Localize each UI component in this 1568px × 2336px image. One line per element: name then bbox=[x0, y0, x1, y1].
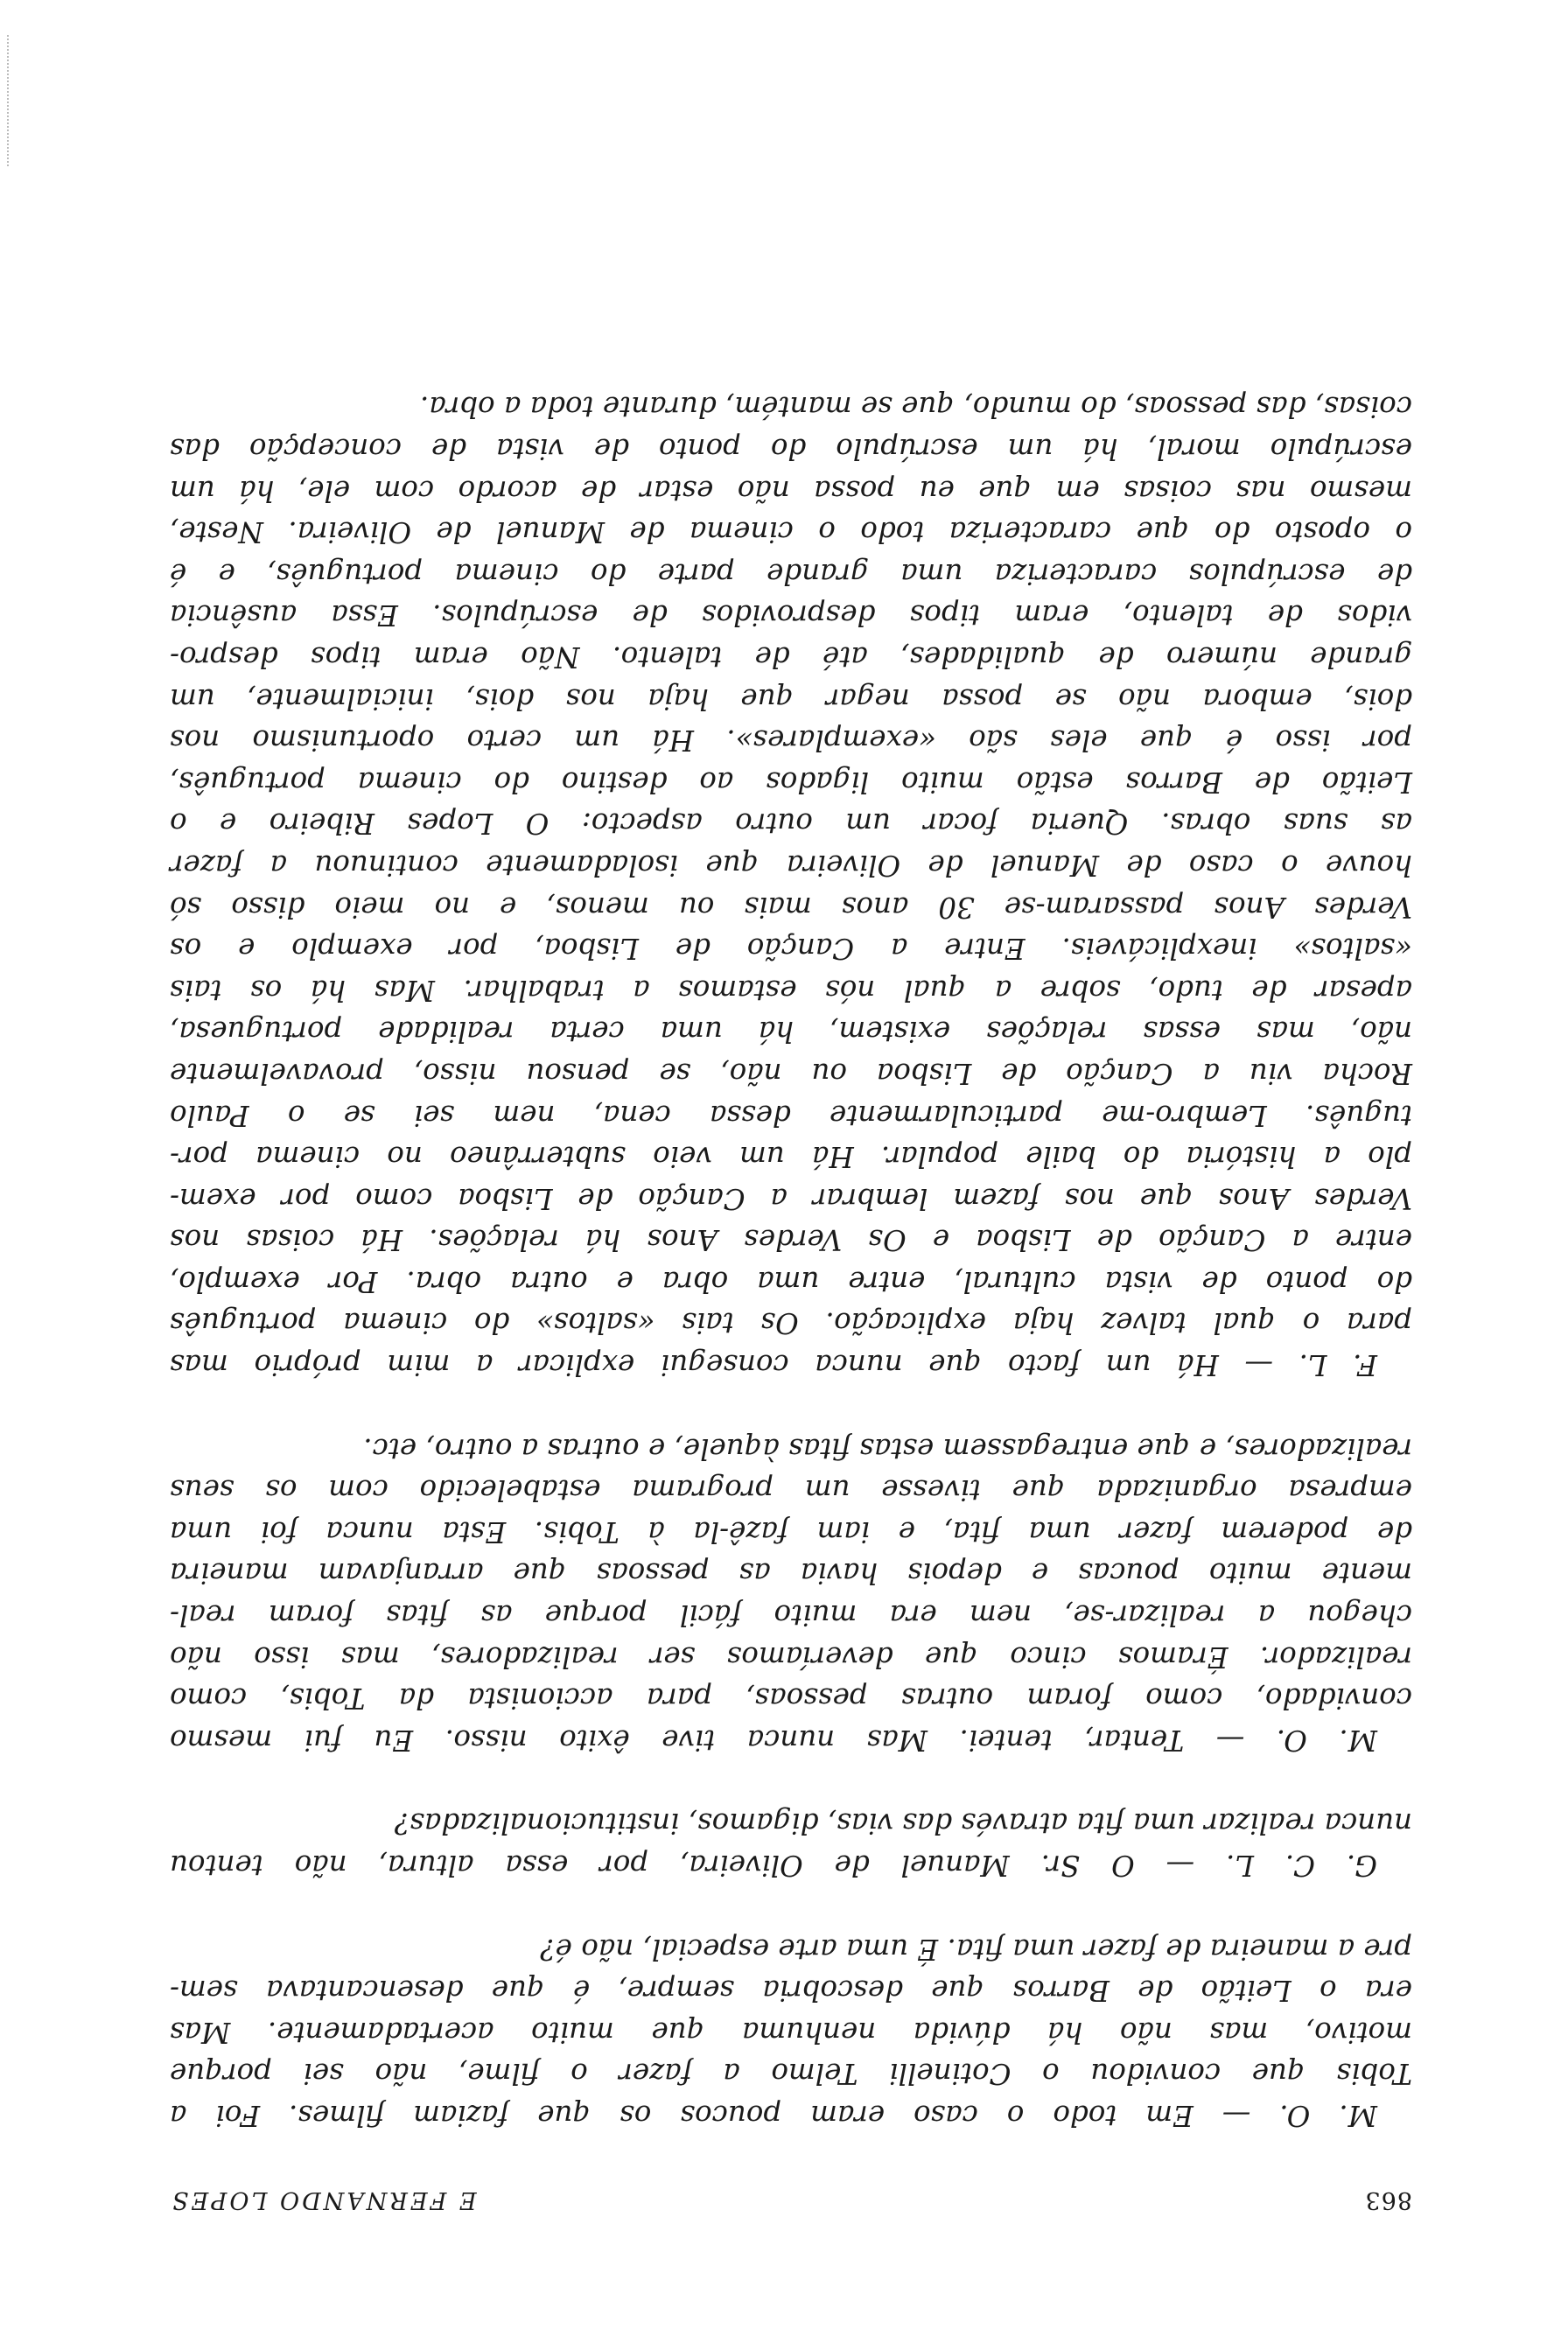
text-line: realizador. Éramos cinco que deveríamos ser realizadores, mas isso não bbox=[170, 1640, 1412, 1674]
body-text bbox=[170, 386, 1412, 2136]
text-line: as suas obras. Queria focar um outro aspecto: O Lopes Ribeiro e o bbox=[170, 807, 1412, 841]
text-line: de poderem fazer uma fita, e iam fazê-la à Tobis. Esta nunca foi uma bbox=[170, 1514, 1412, 1549]
text-line: mesmo nas coisas em que eu possa não estar de acordo com ele, há um bbox=[170, 473, 1412, 507]
text-line: o oposto do que caracteriza todo o cinema de Manuel de Oliveira. Neste, bbox=[170, 515, 1412, 549]
text-line: do ponto de vista cultural, entre uma obra e outra obra. Por exemplo, bbox=[170, 1264, 1412, 1298]
text-line: por isso é que eles são «exemplares». Há um certo oportunismo nos bbox=[170, 724, 1412, 758]
text-line: F. L. — Há um facto que nunca consegui explicar a mim próprio mas bbox=[170, 1348, 1377, 1382]
text-line: nunca realizar uma fita através das vias, digamos, institucionalizadas? bbox=[394, 1807, 1412, 1841]
paragraph-p4 bbox=[170, 386, 1412, 1385]
text-line: convidado, como foram outras pessoas, para accionista da Tobis, como bbox=[170, 1682, 1412, 1716]
paragraph-p3 bbox=[170, 1427, 1412, 1760]
text-line: entre a Canção de Lisboa e Os Verdes Anos há relações. Há coisas nos bbox=[170, 1223, 1412, 1257]
text-line: não, mas essas relações existem, há uma certa realidade portuguesa, bbox=[170, 1015, 1412, 1049]
running-head bbox=[170, 2186, 1412, 2214]
text-line: M. O. — Tentar, tentei. Mas nunca tive êxito nisso. Eu fui mesmo bbox=[170, 1723, 1377, 1757]
paragraph-p2 bbox=[170, 1802, 1412, 1885]
text-line: Verdes Anos que nos fazem lembrar a Canção de Lisboa como por exem- bbox=[170, 1181, 1412, 1215]
text-line: tuguês. Lembro-me particularmente dessa cena, nem sei se o Paulo bbox=[170, 1098, 1412, 1132]
text-line: houve o caso de Manuel de Oliveira que isoladamente continuou a fazer bbox=[170, 848, 1412, 882]
text-line: pre a maneira de fazer uma fita. É uma arte especial, não é? bbox=[540, 1932, 1412, 1966]
text-line: Verdes Anos passaram-se 30 anos mais ou menos, e no meio disso só bbox=[170, 890, 1412, 924]
text-line: era o Leitão de Barros que descobria sempre, é que desencantava sem- bbox=[170, 1974, 1412, 2008]
text-line: grande número de qualidades, até de talento. Não eram tipos despro- bbox=[170, 640, 1412, 674]
paragraph-gap bbox=[170, 1385, 1412, 1427]
text-line: coisas, das pessoas, do mundo, que se mantém, durante toda a obra. bbox=[420, 390, 1412, 424]
text-line: para o qual talvez haja explicação. Os tais «saltos» do cinema português bbox=[170, 1306, 1412, 1340]
text-line: M. O. — Em todo o caso eram poucos os que faziam filmes. Foi a bbox=[170, 2099, 1377, 2132]
text-line: apesar de tudo, sobre a qual nós estamos a trabalhar. Mas há os tais bbox=[170, 973, 1412, 1007]
text-line: Rocha viu a Canção de Lisboa ou não, se pensou nisso, provavelmente bbox=[170, 1056, 1412, 1090]
text-line: G. C. L. — O Sr. Manuel de Oliveira, por essa altura, não tentou bbox=[170, 1849, 1377, 1883]
page-number: 863 bbox=[1364, 2186, 1412, 2214]
text-line: escrúpulo moral, há um escrúpulo do ponto de vista de concepção das bbox=[170, 432, 1412, 466]
running-title: E FERNANDO LOPES bbox=[170, 2186, 477, 2214]
text-line: chegou a realizar-se, nem era muito fácil porque as fitas foram real- bbox=[170, 1598, 1412, 1633]
paragraph-gap bbox=[170, 1760, 1412, 1802]
paragraph-p1 bbox=[170, 1927, 1412, 2136]
book-page bbox=[170, 386, 1412, 2214]
text-line: empresa organizada que tivesse um programa estabelecido com os seus bbox=[170, 1473, 1412, 1507]
text-line: «saltos» inexplicáveis. Entre a Canção de Lisboa, por exemplo e os bbox=[170, 932, 1412, 966]
text-line: Leitão de Barros estão muito ligados ao destino do cinema português, bbox=[170, 765, 1412, 799]
text-line: realizadores, e que entregassem estas fitas àquele, e outras a outro, etc. bbox=[363, 1431, 1412, 1465]
text-line: de escrúpulos caracteriza uma grande parte do cinema português, e é bbox=[170, 556, 1412, 591]
text-line: Tobis que convidou o Cotinelli Telmo a fazer o filme, não sei porque bbox=[170, 2057, 1412, 2091]
page-edge-marks bbox=[2, 35, 9, 166]
text-line: motivo, mas não há dúvida nenhuma que muito acertadamente. Mas bbox=[170, 2015, 1412, 2049]
text-line: mente muito poucas e depois havia as pessoas que arranjavam maneira bbox=[170, 1556, 1412, 1591]
text-line: vidos de talento, eram tipos desprovidos de escrúpulos. Essa ausência bbox=[170, 598, 1412, 633]
paragraph-gap bbox=[170, 1885, 1412, 1927]
text-line: plo a história do baile popular. Há um veio subterrâneo no cinema por- bbox=[170, 1140, 1412, 1174]
text-line: dois, embora não se possa negar que haja nos dois, inicialmente, um bbox=[170, 682, 1412, 716]
